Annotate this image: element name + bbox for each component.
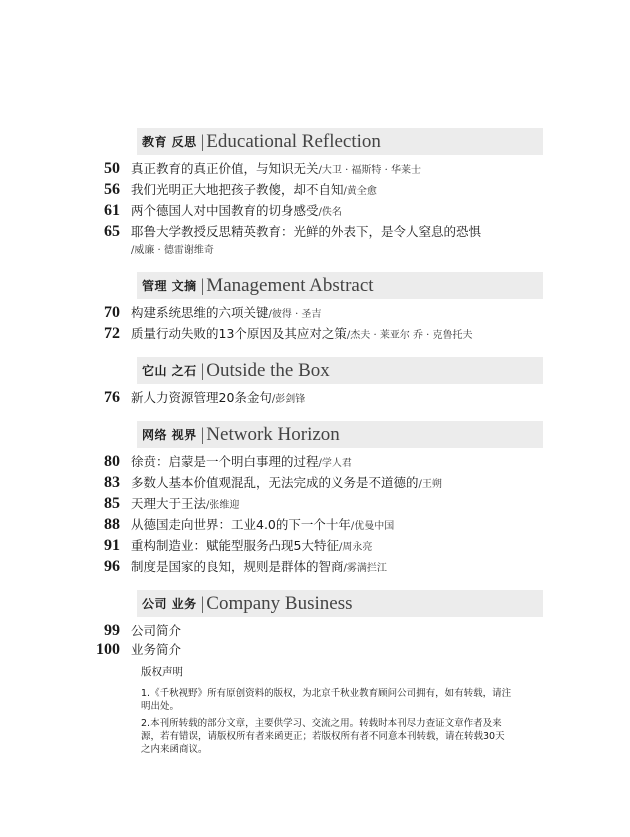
copyright-notice [141,666,513,760]
page-number: 99 [104,622,120,639]
toc-entry[interactable] [0,388,630,409]
section-title-en: Network Horizon [206,423,340,445]
section-divider: | [200,424,205,444]
section-title-en: Company Business [206,592,353,614]
page-number: 83 [104,474,120,491]
page-number: 96 [104,558,120,575]
toc-entry[interactable] [0,515,630,536]
page-number: 76 [104,389,120,406]
section-title-cn: 网络 视界 [142,428,197,442]
section-management-abstract [0,272,630,345]
table-of-contents [0,128,630,671]
entry-author: /大卫 · 福斯特 · 华莱士 [318,165,421,176]
section-header [137,421,543,448]
entry-title: 我们光明正大地把孩子教傻，却不自知 [131,182,344,197]
entry-title: 新人力资源管理20条金句 [131,390,272,405]
toc-entry[interactable] [0,303,630,324]
entry-title: 重构制造业：赋能型服务凸现5大特征 [131,538,339,553]
section-title-cn: 教育 反思 [142,135,197,149]
toc-entry[interactable] [0,159,630,180]
page-number: 65 [104,223,120,240]
entry-title: 公司简介 [131,623,182,638]
page-number: 72 [104,325,120,342]
section-header [137,272,543,299]
entry-title: 制度是国家的良知，规则是群体的智商 [131,559,344,574]
page-number: 56 [104,181,120,198]
section-company-business [0,590,630,659]
section-divider: | [200,275,205,295]
page-number: 50 [104,160,120,177]
toc-entry[interactable] [0,557,630,578]
toc-entry[interactable] [0,324,630,345]
entry-title: 业务简介 [131,642,182,657]
section-title-en: Outside the Box [206,359,330,381]
section-title-en: Educational Reflection [206,130,381,152]
page-number: 88 [104,516,120,533]
section-outside-the-box [0,357,630,409]
entry-title: 徐贲：启蒙是一个明白事理的过程 [131,454,319,469]
page-number: 100 [96,641,120,658]
page-number: 80 [104,453,120,470]
entry-title: 天理大于王法 [131,496,207,511]
entry-author: /王朔 [418,479,442,490]
copyright-title: 版权声明 [141,666,183,678]
copyright-item: 1.《千秋视野》所有原创资料的版权，为北京千秋业教育顾问公司拥有，如有转载，请注明出处。 [141,688,512,712]
section-header [137,128,543,155]
entry-author: /周永亮 [338,542,373,553]
page-number: 61 [104,202,120,219]
entry-title: 两个德国人对中国教育的切身感受 [131,203,319,218]
entry-author: /杰夫 · 莱亚尔 乔 · 克鲁托夫 [346,330,473,341]
entry-author: /雾满拦江 [343,563,387,574]
section-educational-reflection [0,128,630,260]
toc-entry[interactable] [0,536,630,557]
section-divider: | [200,593,205,613]
entry-author: /黄全愈 [343,186,377,197]
section-title-cn: 公司 业务 [142,597,197,611]
section-title-en: Management Abstract [206,274,374,296]
copyright-item: 2.本刊所转载的部分文章，主要供学习、交流之用。转载时本刊尽力查证文章作者及来源，若有错误，请版权所有者来函更正；若版权所有者不同意本刊转载，请在转载30天之内来函商议。 [141,718,505,755]
toc-entry[interactable] [0,452,630,473]
page-number: 91 [104,537,120,554]
toc-entry[interactable] [0,222,630,260]
entry-author: /佚名 [318,207,342,218]
entry-author: /学人君 [318,458,352,469]
entry-title: 多数人基本价值观混乱，无法完成的义务是不道德的 [131,475,419,490]
toc-entry[interactable] [0,180,630,201]
entry-author: /威廉 · 德雷谢维奇 [131,245,214,256]
section-title-cn: 它山 之石 [142,364,197,378]
entry-author: /彭剑锋 [271,394,306,405]
section-divider: | [200,131,205,151]
page-number: 85 [104,495,120,512]
toc-entry[interactable] [0,621,630,640]
page-number: 70 [104,304,120,321]
section-header [137,590,543,617]
toc-entry[interactable] [0,201,630,222]
entry-title: 构建系统思维的六项关键 [131,305,269,320]
toc-entry[interactable] [0,494,630,515]
entry-author: /张维迎 [206,500,240,511]
entry-title: 真正教育的真正价值，与知识无关 [131,161,319,176]
section-header [137,357,543,384]
section-title-cn: 管理 文摘 [142,279,197,293]
entry-author: /彼得 · 圣吉 [268,309,322,320]
entry-title: 质量行动失败的13个原因及其应对之策 [131,326,347,341]
toc-entry[interactable] [0,640,630,659]
section-divider: | [200,360,205,380]
entry-title: 耶鲁大学教授反思精英教育：光鲜的外表下，是令人窒息的恐惧 [131,224,482,239]
entry-title: 从德国走向世界：工业4.0的下一个十年 [131,517,351,532]
toc-entry[interactable] [0,473,630,494]
section-network-horizon [0,421,630,578]
entry-author: /优曼中国 [350,521,395,532]
